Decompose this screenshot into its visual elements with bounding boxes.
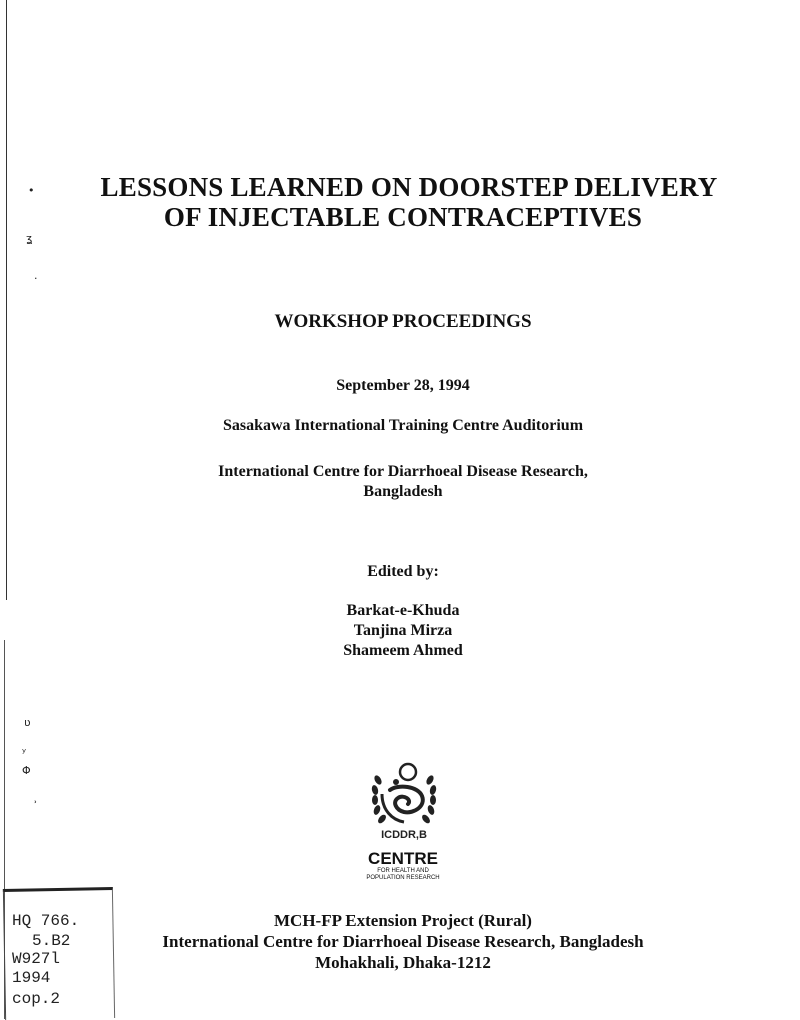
edited-by-label: Edited by:	[367, 563, 439, 580]
project-name: MCH-FP Extension Project (Rural)	[274, 911, 532, 930]
organization-line-2: Bangladesh	[363, 483, 443, 500]
organization-line-1: International Centre for Diarrhoeal Disease Research,	[218, 463, 588, 480]
scan-speck: ˒	[34, 796, 38, 809]
call-number-line: 1994	[12, 969, 51, 987]
logo-acronym: ICDDR,B	[381, 829, 427, 841]
editor-name: Tanjina Mirza	[353, 622, 453, 639]
workshop-venue: Sasakawa International Training Centre Auditorium	[222, 417, 584, 434]
document-title-line-2: OF INJECTABLE CONTRACEPTIVES	[163, 202, 643, 232]
scan-speck: ʋ	[24, 716, 31, 729]
scan-speck: ʸ	[22, 746, 27, 759]
logo-subtitle-line-2: POPULATION RESEARCH	[366, 875, 440, 881]
document-title-line-1: LESSONS LEARNED ON DOORSTEP DELIVERY	[100, 172, 718, 202]
scan-speck: Φ	[22, 764, 31, 777]
document-subtitle: WORKSHOP PROCEEDINGS	[274, 311, 532, 332]
editor-name: Shameem Ahmed	[343, 642, 463, 659]
call-number-line: 5.B2	[32, 932, 71, 950]
scan-speck: ʓ	[26, 232, 33, 245]
binding-edge-line	[6, 0, 7, 600]
editor-name: Barkat-e-Khuda	[346, 602, 460, 619]
call-number-line: HQ 766.	[12, 912, 80, 930]
publisher-name: International Centre for Diarrhoeal Disease Research, Bangladesh	[162, 932, 644, 951]
scan-speck: ·	[34, 272, 38, 285]
call-number-line: cop.2	[12, 990, 61, 1008]
logo-centre-label: CENTRE	[368, 849, 438, 868]
workshop-date: September 28, 1994	[336, 377, 470, 394]
call-number-line: W927l	[12, 950, 61, 968]
scan-speck: •	[28, 184, 35, 197]
publisher-address: Mohakhali, Dhaka-1212	[315, 953, 491, 972]
logo-subtitle-line-1: FOR HEALTH AND	[377, 868, 429, 874]
icddrb-logo-icon	[368, 760, 440, 844]
